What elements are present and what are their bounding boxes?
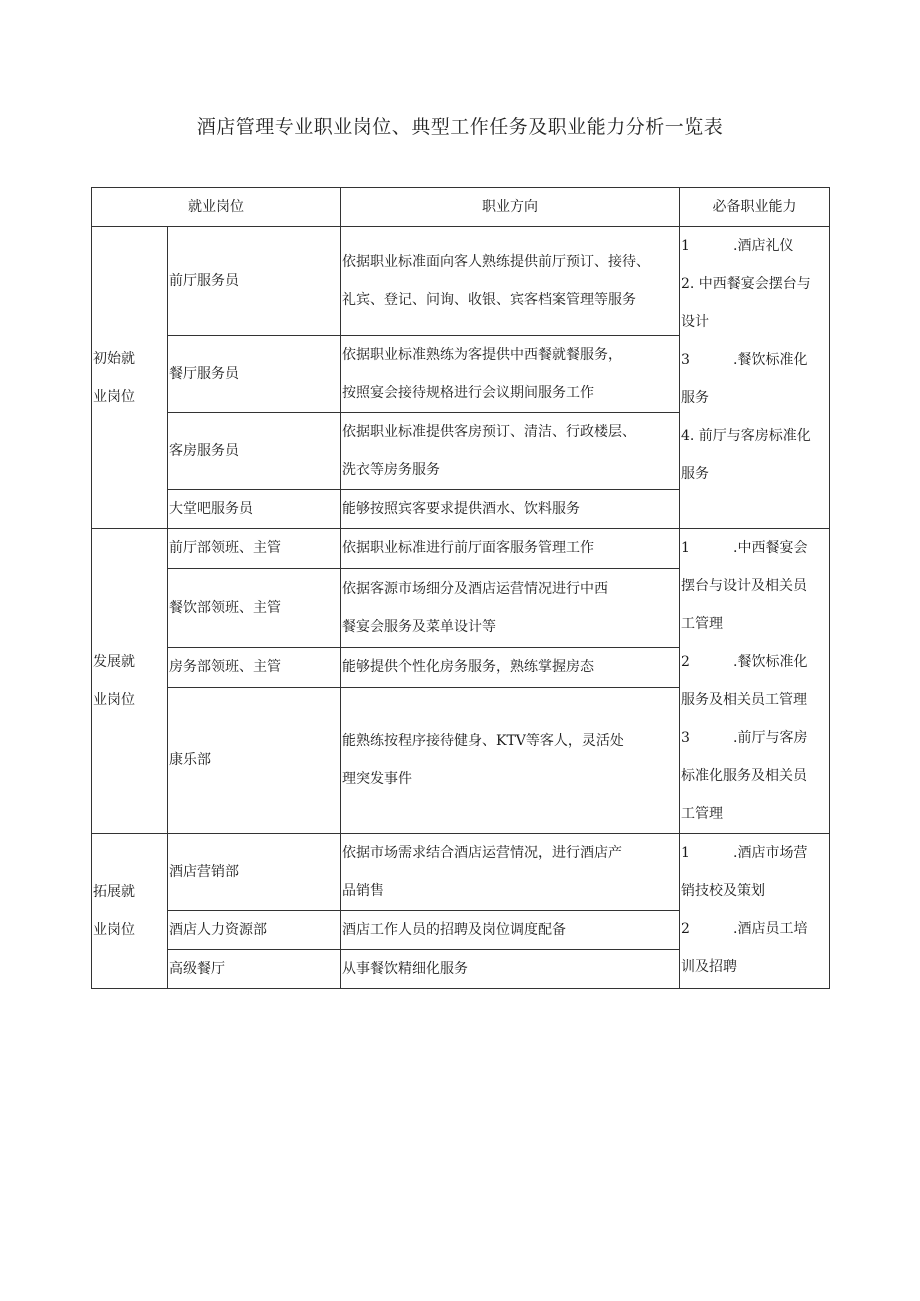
ability-line [681,303,828,341]
ability-number: 1 [681,540,690,556]
ability-number: 2 [681,921,690,937]
direction-line: 礼宾、登记、问询、收银、宾客档案管理等服务 [342,292,636,308]
position-cell: 康乐部 [168,687,341,833]
ability-line [681,795,828,833]
ability-text: 训及招聘 [681,959,737,975]
position-cell: 房务部领班、主管 [168,647,341,687]
table-row [92,834,830,911]
table-row [92,227,830,336]
group-label-line: 业岗位 [93,692,135,708]
direction-line: 依据客源市场细分及酒店运营情况进行中西 [342,580,608,597]
direction-line: 依据职业标准提供客房预订、清洁、行政楼层、 [342,424,636,440]
direction-line: 依据市场需求结合酒店运营情况，进行酒店产 [342,845,622,861]
direction-cell [341,529,680,569]
direction-cell [341,950,680,989]
direction-cell [341,490,680,529]
ability-number: 2 [681,654,690,670]
ability-line [681,719,828,757]
group-label-line: 发展就 [93,654,135,670]
ability-line [681,529,828,567]
group-label-line: 初始就 [93,350,135,367]
direction-cell [341,911,680,950]
table-row [92,529,830,569]
position-cell: 酒店营销部 [168,834,341,911]
ability-number: 1 [681,845,690,861]
ability-line [681,757,828,795]
ability-number: 1 [681,238,690,254]
ability-text: 标准化服务及相关员 [681,768,807,784]
direction-line: 理突发事件 [342,771,412,788]
position-cell: 酒店人力资源部 [168,911,341,950]
ability-line [681,910,828,948]
ability-line [681,265,828,303]
ability-text: 销技校及策划 [681,883,765,899]
position-cell: 高级餐厅 [168,950,341,989]
header-ability: 必备职业能力 [680,188,830,227]
career-analysis-table [91,187,830,989]
ability-text: 工管理 [681,806,723,822]
ability-text: .酒店市场营 [733,845,808,861]
ability-line [681,948,828,986]
position-cell: 前厅部领班、主管 [168,529,341,569]
ability-number: 3 [681,730,690,746]
direction-cell [341,647,680,687]
ability-number: 3 [681,352,690,368]
position-cell: 客房服务员 [168,413,341,490]
ability-line [681,872,828,910]
ability-line [681,681,828,719]
direction-line: 从事餐饮精细化服务 [342,961,468,977]
ability-text: 服务及相关员工管理 [681,692,807,708]
direction-line: 按照宴会接待规格进行会议期间服务工作 [342,385,594,401]
document-title: 酒店管理专业职业岗位、典型工作任务及职业能力分析一览表 [196,116,724,138]
ability-cell [680,529,830,834]
ability-line [681,455,828,493]
direction-line: 依据职业标准面向客人熟练提供前厅预订、接待、 [342,254,650,270]
ability-text: 服务 [681,390,709,406]
ability-text: 设计 [681,314,709,330]
direction-cell [341,413,680,490]
ability-line [681,605,828,643]
ability-line [681,834,828,872]
group-label [92,529,168,834]
ability-line [681,417,828,455]
group-label-line: 拓展就 [93,884,135,900]
direction-cell [341,336,680,413]
direction-cell [341,568,680,647]
position-cell: 餐厅服务员 [168,336,341,413]
header-direction: 职业方向 [341,188,680,227]
position-cell: 餐饮部领班、主管 [168,568,341,647]
direction-line: 品销售 [342,883,384,899]
direction-line: 能熟练按程序接待健身、KTV等客人，灵活处 [342,733,624,750]
ability-text: 2. 中西餐宴会摆台与 [681,276,811,292]
header-position: 就业岗位 [92,188,341,227]
ability-line [681,379,828,417]
ability-text: .酒店礼仪 [733,238,794,254]
direction-cell [341,687,680,833]
ability-text: .前厅与客房 [733,730,808,746]
direction-line: 能够提供个性化房务服务，熟练掌握房态 [342,659,594,676]
position-cell: 前厅服务员 [168,227,341,336]
ability-line [681,567,828,605]
direction-line: 能够按照宾客要求提供酒水、饮料服务 [342,501,580,517]
ability-text: 服务 [681,466,709,482]
direction-line: 酒店工作人员的招聘及岗位调度配备 [342,922,566,938]
header-row [92,188,830,227]
ability-text: 4. 前厅与客房标准化 [681,428,811,444]
group-label-line: 业岗位 [93,388,135,405]
ability-cell [680,227,830,529]
ability-text: .酒店员工培 [733,921,808,937]
direction-line: 依据职业标准熟练为客提供中西餐就餐服务， [342,347,622,363]
ability-text: .中西餐宴会 [733,540,808,556]
ability-text: .餐饮标准化 [733,654,808,670]
direction-line: 洗衣等房务服务 [342,462,440,478]
direction-cell [341,227,680,336]
ability-line [681,227,828,265]
direction-cell [341,834,680,911]
direction-line: 餐宴会服务及菜单设计等 [342,618,496,635]
group-label-line: 业岗位 [93,922,135,938]
group-label [92,227,168,529]
ability-cell [680,834,830,989]
position-cell: 大堂吧服务员 [168,490,341,529]
ability-line [681,341,828,379]
group-label [92,834,168,989]
direction-line: 依据职业标准进行前厅面客服务管理工作 [342,540,594,557]
ability-text: 工管理 [681,616,723,632]
ability-text: .餐饮标准化 [733,352,808,368]
ability-line [681,643,828,681]
ability-text: 摆台与设计及相关员 [681,578,807,594]
